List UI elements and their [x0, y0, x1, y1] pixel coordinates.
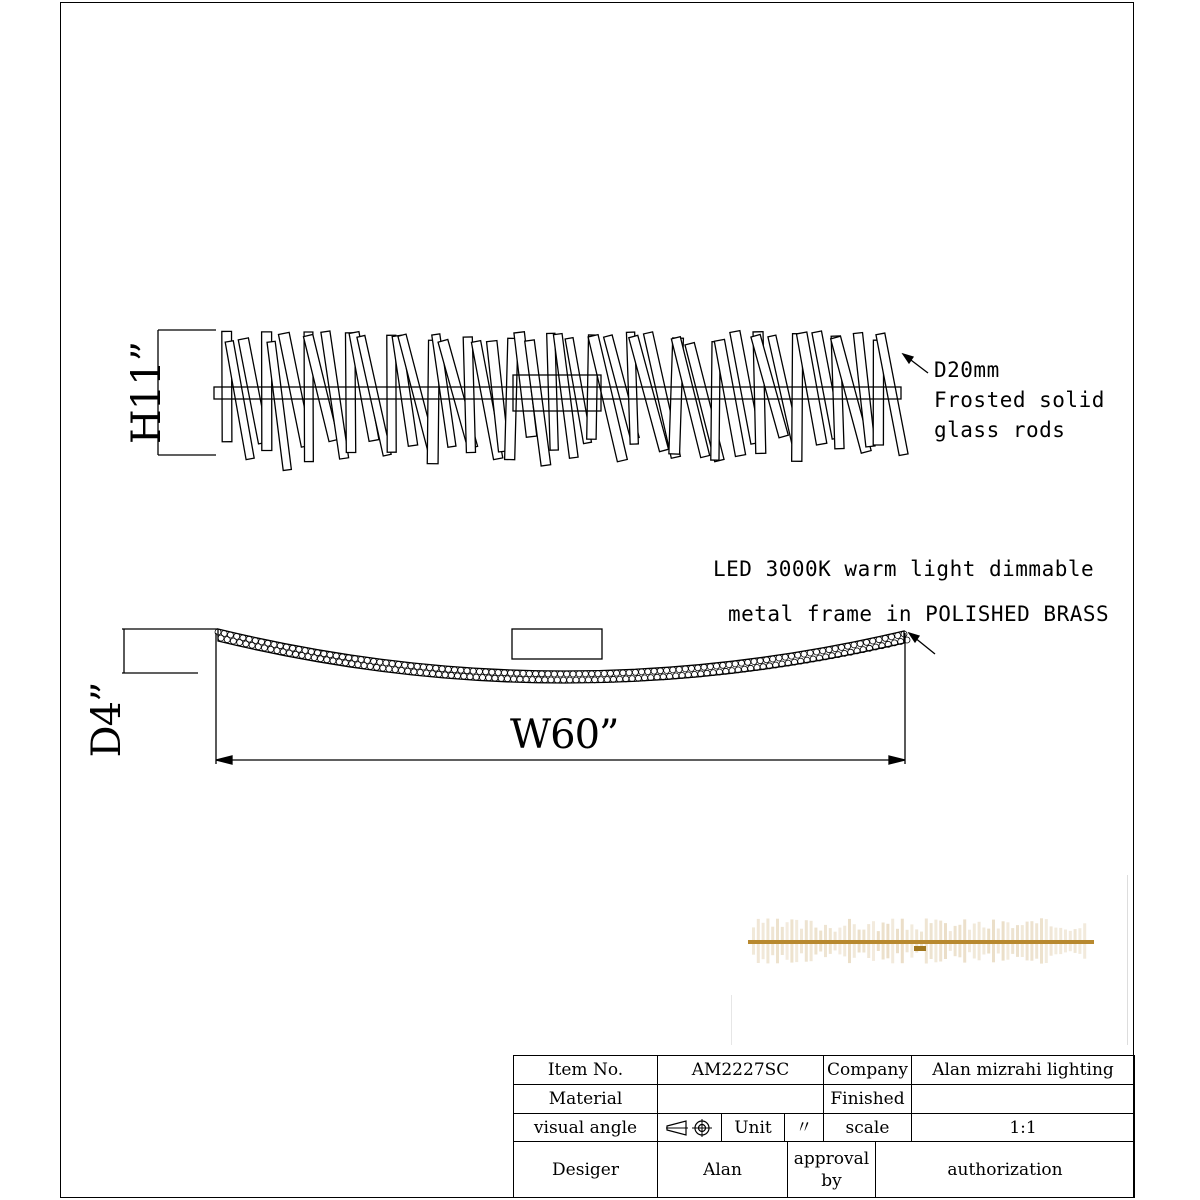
projection-icon — [664, 1118, 716, 1138]
photo-brass-bar — [748, 940, 1094, 944]
width-arrow-right — [889, 756, 905, 764]
rod-note-line-3: glass rods — [934, 418, 1066, 442]
product-photo — [748, 916, 1094, 966]
item-no-label: Item No. — [513, 1055, 658, 1085]
front-view — [158, 330, 928, 471]
scale-value: 1:1 — [911, 1113, 1135, 1142]
frame-note: metal frame in POLISHED BRASS — [728, 602, 1110, 626]
designer-value: Alan — [657, 1141, 788, 1198]
title-block — [513, 1055, 1135, 1198]
canopy-side — [512, 629, 602, 659]
depth-dimension-label: D4” — [84, 682, 130, 758]
finished-value — [911, 1084, 1135, 1114]
unit-value: 〃 — [784, 1113, 824, 1142]
photo-canopy — [914, 946, 926, 951]
unit-label: Unit — [721, 1113, 785, 1142]
scale-label: scale — [823, 1113, 912, 1142]
height-dimension-label: H11” — [124, 341, 170, 445]
material-value — [657, 1084, 824, 1114]
item-no-value: AM2227SC — [657, 1055, 824, 1085]
authorization-label: authorization — [875, 1141, 1135, 1198]
photo-border-left — [731, 995, 732, 1045]
rod-leader-arrowhead — [903, 354, 913, 363]
led-note: LED 3000K warm light dimmable — [713, 557, 1095, 581]
finished-label: Finished — [823, 1084, 912, 1114]
width-dimension-label: W60” — [510, 712, 619, 758]
visual-angle-label: visual angle — [513, 1113, 658, 1142]
company-value: Alan mizrahi lighting — [911, 1055, 1135, 1085]
company-label: Company — [823, 1055, 912, 1085]
projection-symbol-cell — [657, 1113, 722, 1142]
photo-border-right — [1127, 875, 1128, 1045]
approval-label: approval by — [787, 1141, 876, 1198]
width-arrow-left — [216, 756, 232, 764]
rod-note-line-1: D20mm — [934, 358, 1000, 382]
material-label: Material — [513, 1084, 658, 1114]
rod-note-line-2: Frosted solid — [934, 388, 1105, 412]
glass-rods — [222, 331, 908, 471]
designer-label: Desiger — [513, 1141, 658, 1198]
